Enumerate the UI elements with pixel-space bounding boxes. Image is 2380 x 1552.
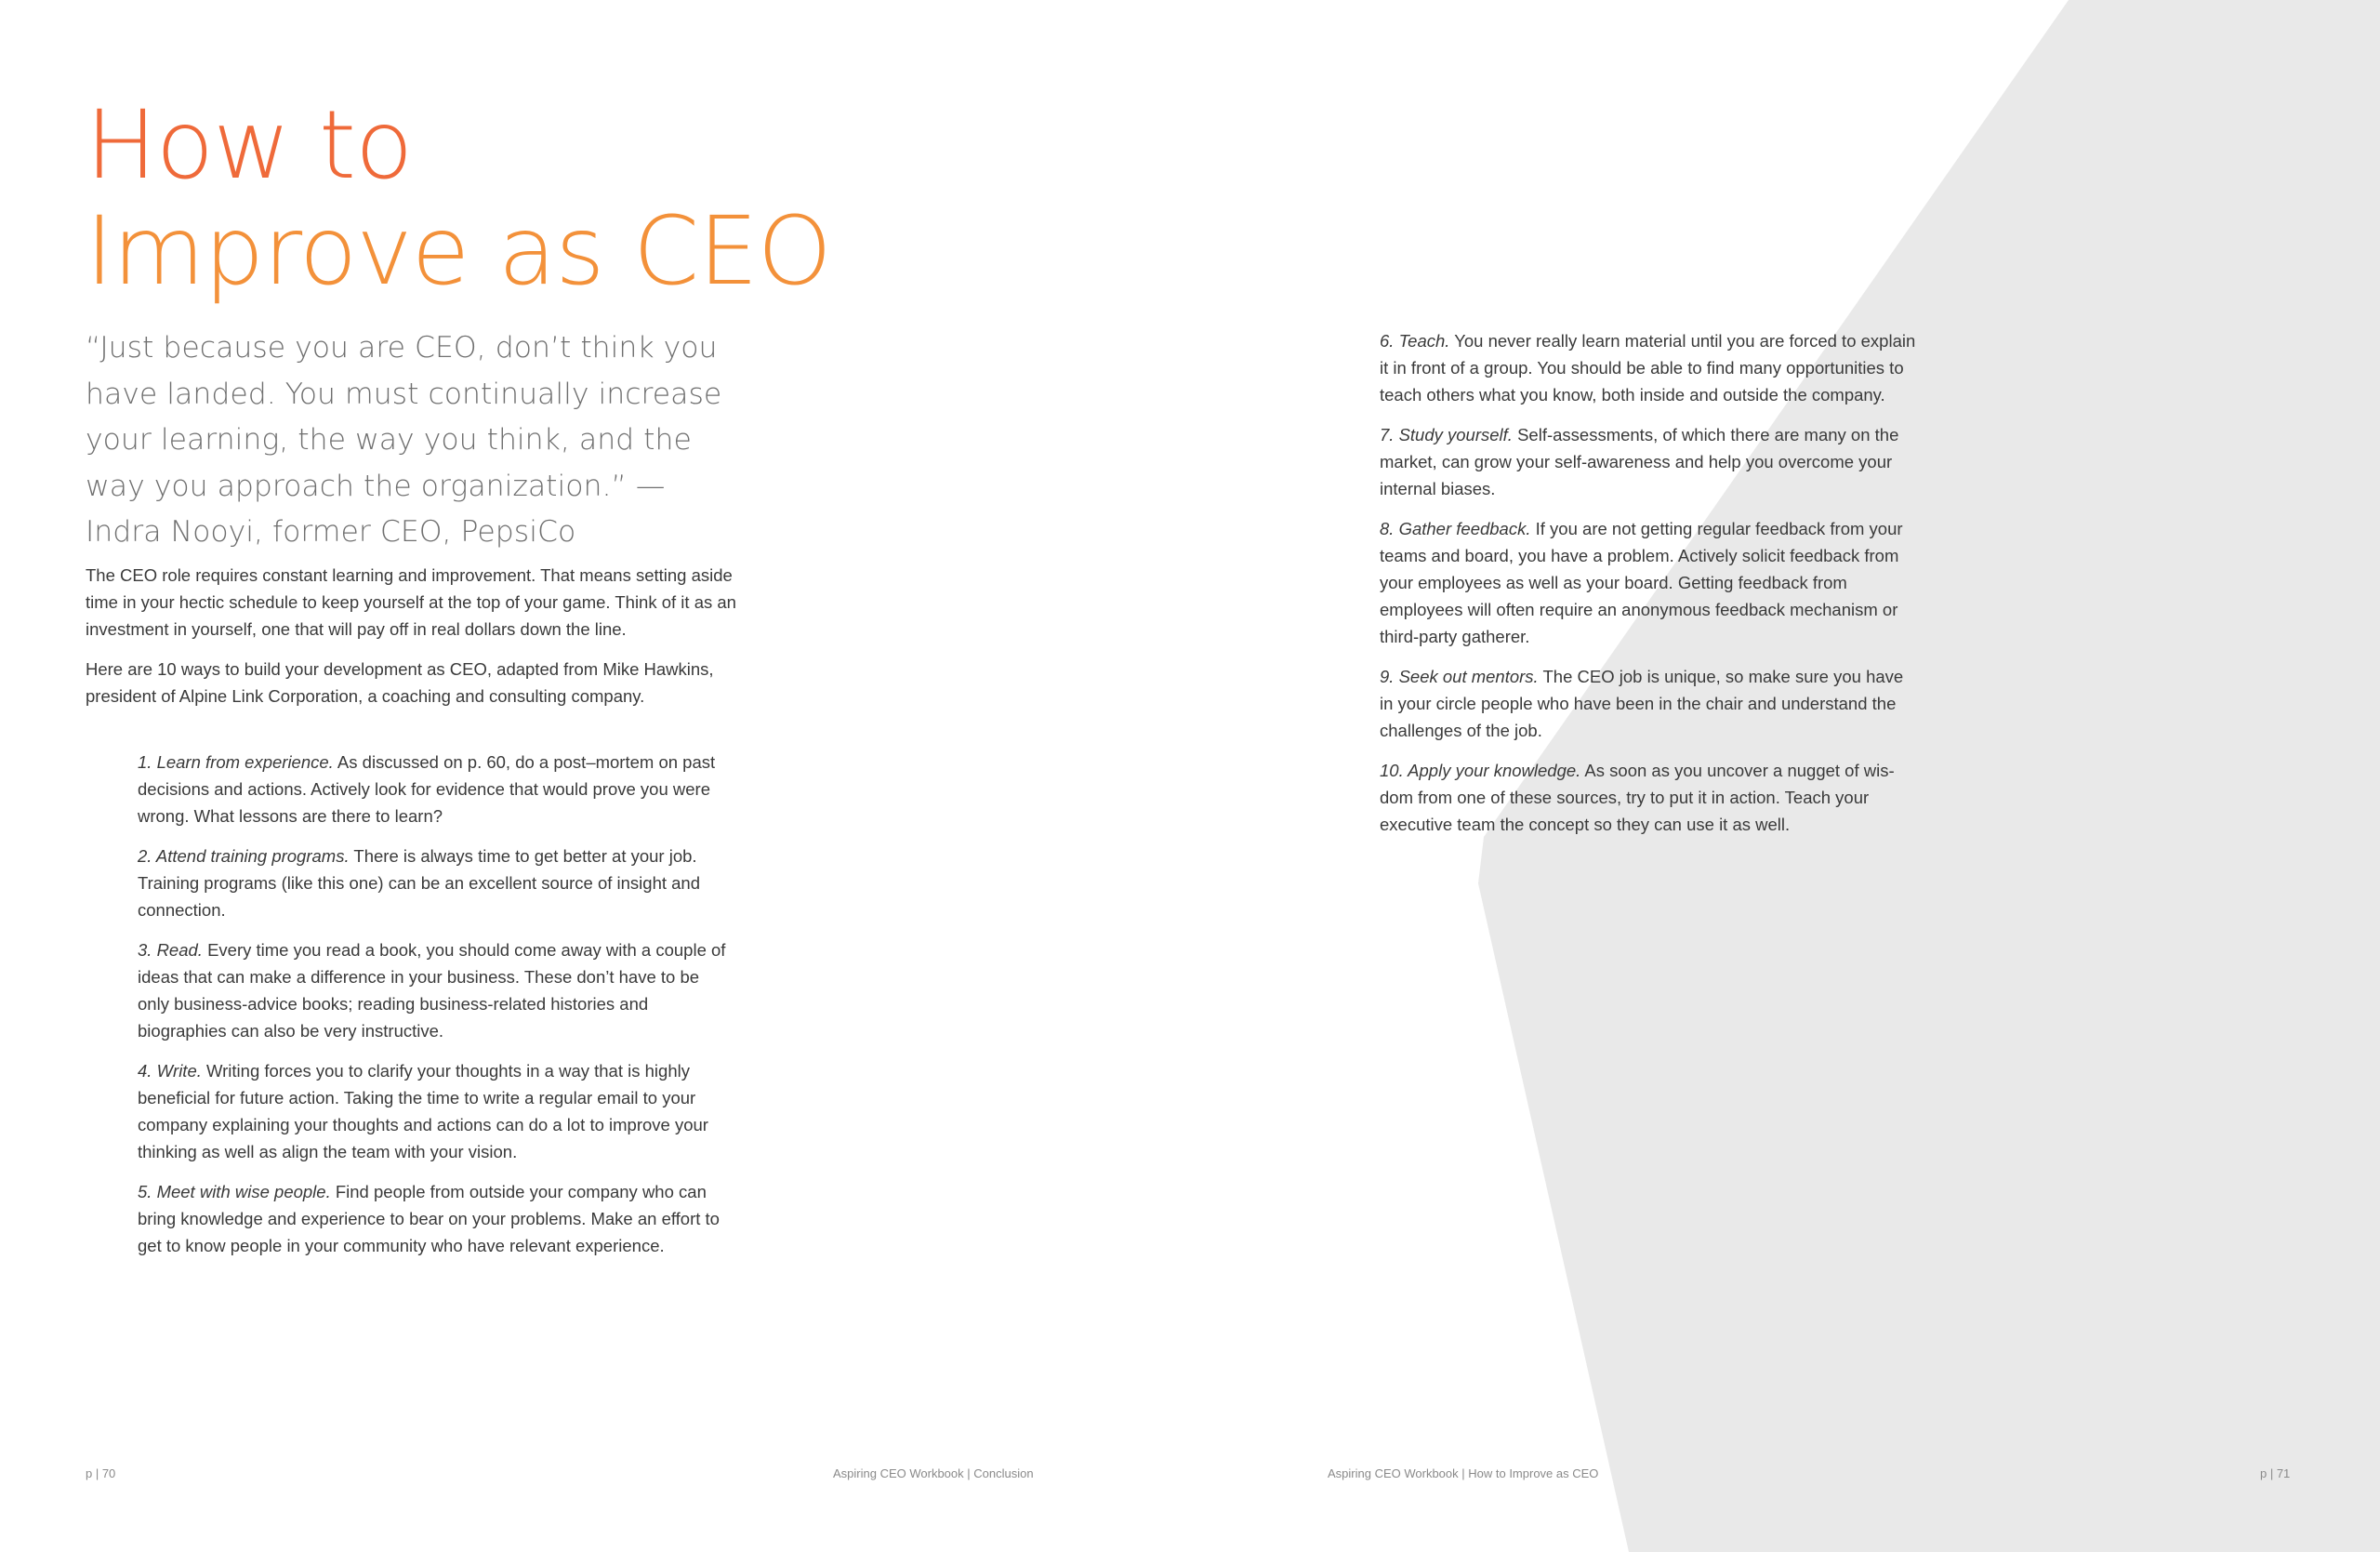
- item-text: There is always time to get better at your job. Training programs (like this one) can be an excellent source of insight and connection.: [138, 846, 700, 920]
- title-line-2: Improve as CEO: [86, 196, 831, 307]
- item-label: 8. Gather feedback.: [1380, 519, 1531, 538]
- tips-list-left: [138, 749, 733, 1272]
- item-text: You never really learn material until you are forced to explain it in front of a group. You should be able to find many opportunities to teach others what you know, both inside and outside the company.: [1380, 331, 1916, 405]
- item-text: As discussed on p. 60, do a post–mortem on past decisions and actions. Actively look for evidence that would prove you were wrong. What lessons are there to learn?: [138, 752, 716, 826]
- list-item: [138, 749, 733, 829]
- item-text: Writing forces you to clarify your thoughts in a way that is highly beneficial for future action. Taking the time to write a regular email to your company explaining your thoughts and actions can do a lot to improve your thinking as well as align the team with your vision.: [138, 1061, 708, 1161]
- item-label: 10. Apply your knowledge.: [1380, 761, 1581, 780]
- item-text: Self-assessments, of which there are many on the market, can grow your self-awareness and help you overcome your internal biases.: [1380, 425, 1899, 498]
- list-item: [138, 842, 733, 923]
- page-title: [86, 90, 831, 307]
- item-text: As soon as you uncover a nugget of wisdom from one of these sources, try to put it in action. Teach your executive team the concept so they can use it as well.: [1380, 761, 1895, 834]
- pull-quote: “Just because you are CEO, don’t think you have landed. You must continually increase your learning, the way you think, and the way you approach the organization.” —Indra Nooyi, former CEO, PepsiCo: [86, 331, 722, 549]
- item-label: 6. Teach.: [1380, 331, 1450, 351]
- item-text: If you are not getting regular feedback from your teams and board, you have a problem. Actively solicit feedback from your employees as well as your board. Getting feedback from employees will often require an anonymous feedback mechanism or third-party gatherer.: [1380, 519, 1903, 646]
- item-text: Every time you read a book, you should come away with a couple of ideas that can make a difference in your business. These don’t have to be only business-advice books; reading business-related histories and biographies can also be very instructive.: [138, 940, 726, 1041]
- item-label: 5. Meet with wise people.: [138, 1182, 331, 1201]
- list-item: [138, 1178, 733, 1259]
- item-label: 2. Attend training programs.: [138, 846, 350, 866]
- running-footer-left: Aspiring CEO Workbook | Conclusion: [833, 1466, 1034, 1480]
- title-line-1: How to: [86, 90, 413, 201]
- list-item: [138, 1057, 733, 1165]
- running-footer-right: Aspiring CEO Workbook | How to Improve as CEO: [1328, 1466, 1599, 1480]
- intro-paragraph: Here are 10 ways to build your development as CEO, adapted from Mike Hawkins, president of Alpine Link Corporation, a coaching and consulting company.: [86, 659, 714, 706]
- page-number-right: p | 71: [2260, 1466, 2291, 1480]
- list-item: [1380, 327, 1919, 408]
- item-text: Find people from outside your company who can bring knowledge and experience to bear on your problems. Make an effort to get to know people in your community who have relevant experience.: [138, 1182, 720, 1255]
- list-item: [1380, 421, 1919, 502]
- item-text: The CEO job is unique, so make sure you have in your circle people who have been in the chair and understand the challenges of the job.: [1380, 667, 1904, 740]
- item-label: 4. Write.: [138, 1061, 202, 1081]
- intro-text: [86, 562, 736, 723]
- intro-paragraph: The CEO role requires constant learning and improvement. That means setting aside time in your hectic schedule to keep yourself at the top of your game. Think of it as an investment in yourself, one that will pay off in real dollars down the line.: [86, 565, 736, 639]
- item-label: 9. Seek out mentors.: [1380, 667, 1539, 686]
- list-item: [138, 936, 733, 1044]
- tips-list-right: [1380, 327, 1919, 851]
- list-item: [1380, 515, 1919, 650]
- list-item: [1380, 757, 1919, 838]
- item-label: 3. Read.: [138, 940, 203, 960]
- item-label: 1. Learn from experience.: [138, 752, 334, 772]
- item-label: 7. Study yourself.: [1380, 425, 1513, 444]
- page-number-left: p | 70: [86, 1466, 116, 1480]
- list-item: [1380, 663, 1919, 744]
